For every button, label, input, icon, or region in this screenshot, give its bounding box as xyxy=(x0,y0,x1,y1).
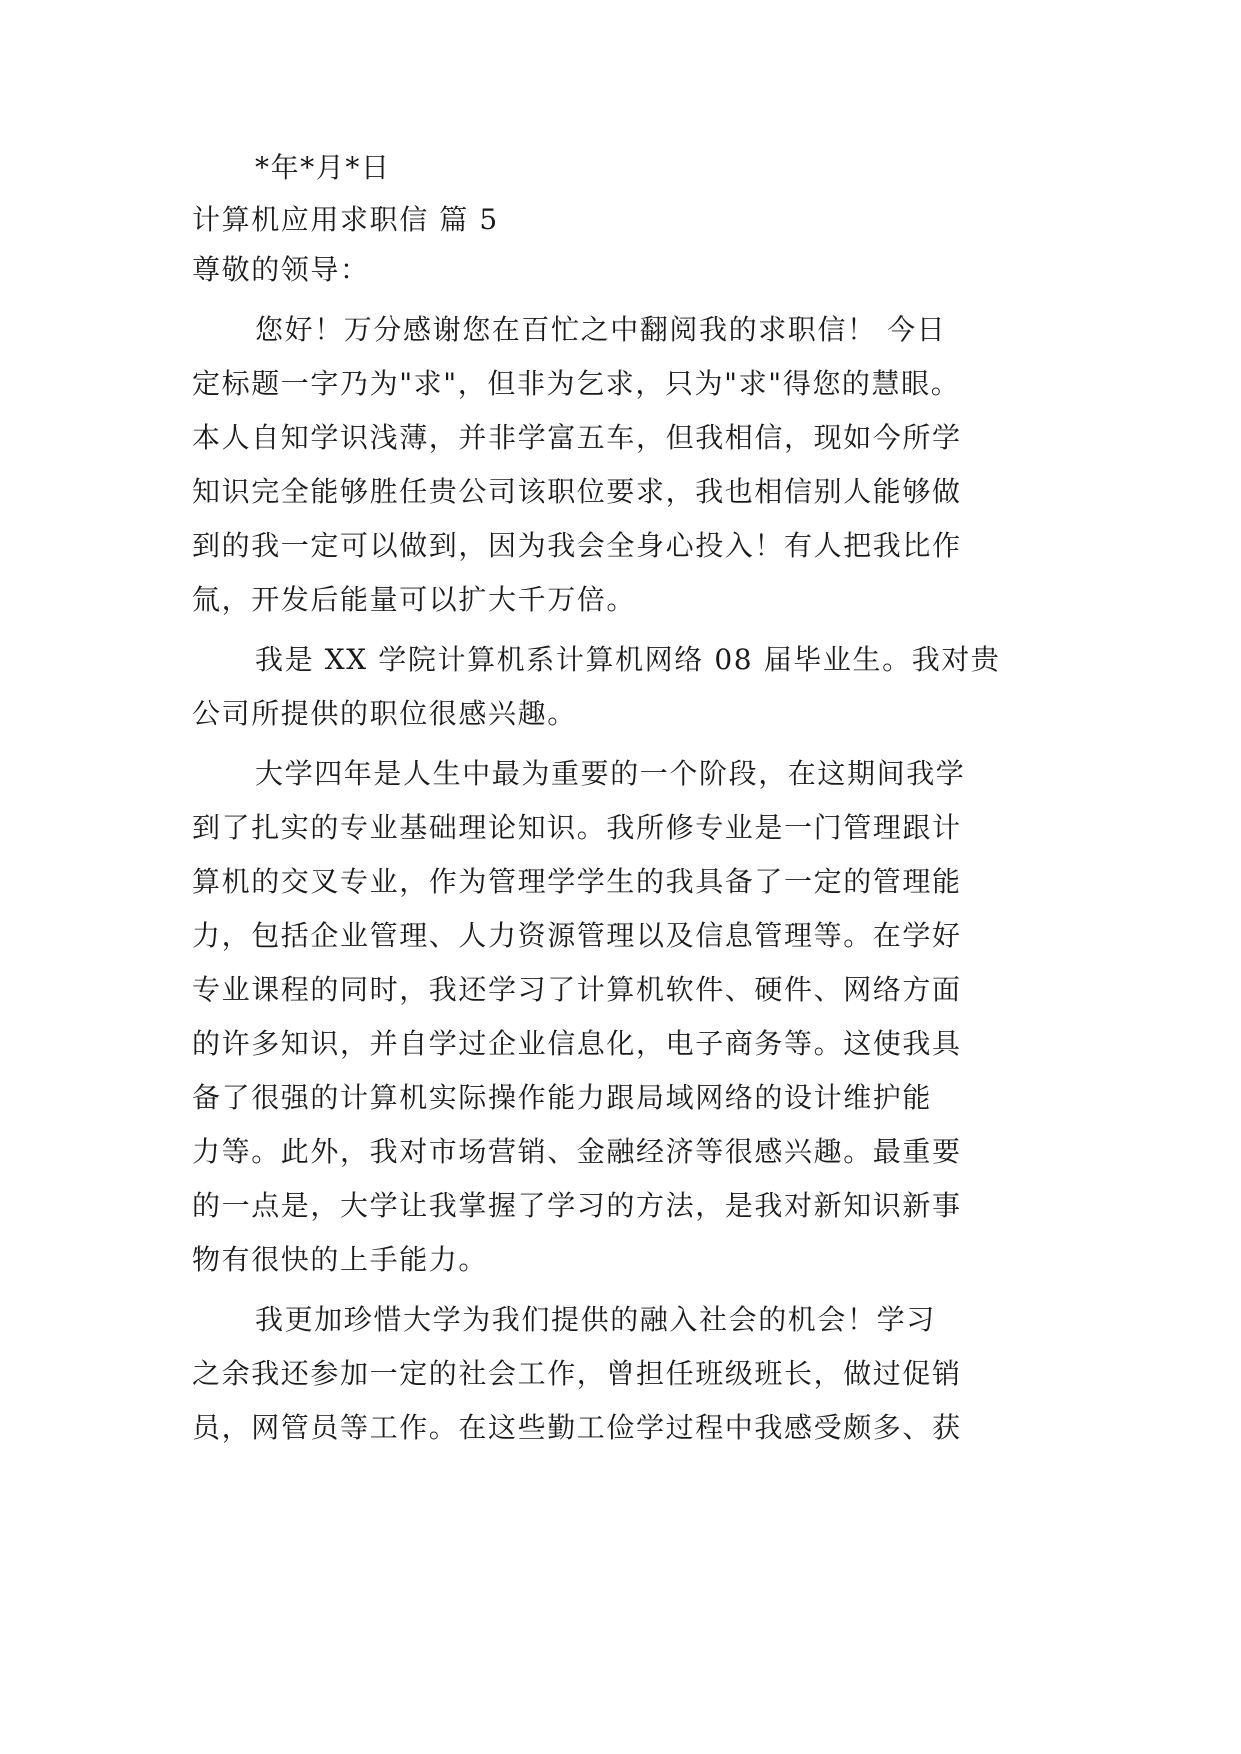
body-line: 我更加珍惜大学为我们提供的融入社会的机会！学习 xyxy=(255,1303,936,1336)
body-line: 到的我一定可以做到，因为我会全身心投入！有人把我比作 xyxy=(192,529,962,562)
body-line: 算机的交叉专业，作为管理学学生的我具备了一定的管理能 xyxy=(192,865,962,898)
body-line: 专业课程的同时，我还学习了计算机软件、硬件、网络方面 xyxy=(192,973,962,1006)
body-line: 氚，开发后能量可以扩大千万倍。 xyxy=(192,583,637,616)
body-line: 员，网管员等工作。在这些勤工俭学过程中我感受颇多、获 xyxy=(192,1411,962,1444)
body-line: 我是 XX 学院计算机系计算机网络 08 届毕业生。我对贵 xyxy=(255,643,1001,676)
body-line: 公司所提供的职位很感兴趣。 xyxy=(192,697,577,730)
body-line: 知识完全能够胜任贵公司该职位要求，我也相信别人能够做 xyxy=(192,475,962,508)
body-line: 您好！万分感谢您在百忙之中翻阅我的求职信！ 今日 xyxy=(255,313,947,346)
body-line: 备了很强的计算机实际操作能力跟局域网络的设计维护能 xyxy=(192,1081,933,1114)
body-line: 的许多知识，并自学过企业信息化，电子商务等。这使我具 xyxy=(192,1027,962,1060)
document-title: 计算机应用求职信 篇 5 xyxy=(192,203,499,236)
body-line: 定标题一字乃为"求"，但非为乞求，只为"求"得您的慧眼。 xyxy=(192,367,961,400)
body-line: 的一点是，大学让我掌握了学习的方法，是我对新知识新事 xyxy=(192,1189,962,1222)
body-line: 大学四年是人生中最为重要的一个阶段，在这期间我学 xyxy=(255,757,966,790)
date-line: *年*月*日 xyxy=(255,151,391,184)
body-line: 物有很快的上手能力。 xyxy=(192,1243,489,1276)
body-line: 本人自知学识浅薄，并非学富五车，但我相信，现如今所学 xyxy=(192,421,962,454)
body-line: 力，包括企业管理、人力资源管理以及信息管理等。在学好 xyxy=(192,919,962,952)
body-line: 力等。此外，我对市场营销、金融经济等很感兴趣。最重要 xyxy=(192,1135,962,1168)
body-line: 到了扎实的专业基础理论知识。我所修专业是一门管理跟计 xyxy=(192,811,962,844)
salutation: 尊敬的领导： xyxy=(192,253,370,286)
body-line: 之余我还参加一定的社会工作，曾担任班级班长，做过促销 xyxy=(192,1357,962,1390)
